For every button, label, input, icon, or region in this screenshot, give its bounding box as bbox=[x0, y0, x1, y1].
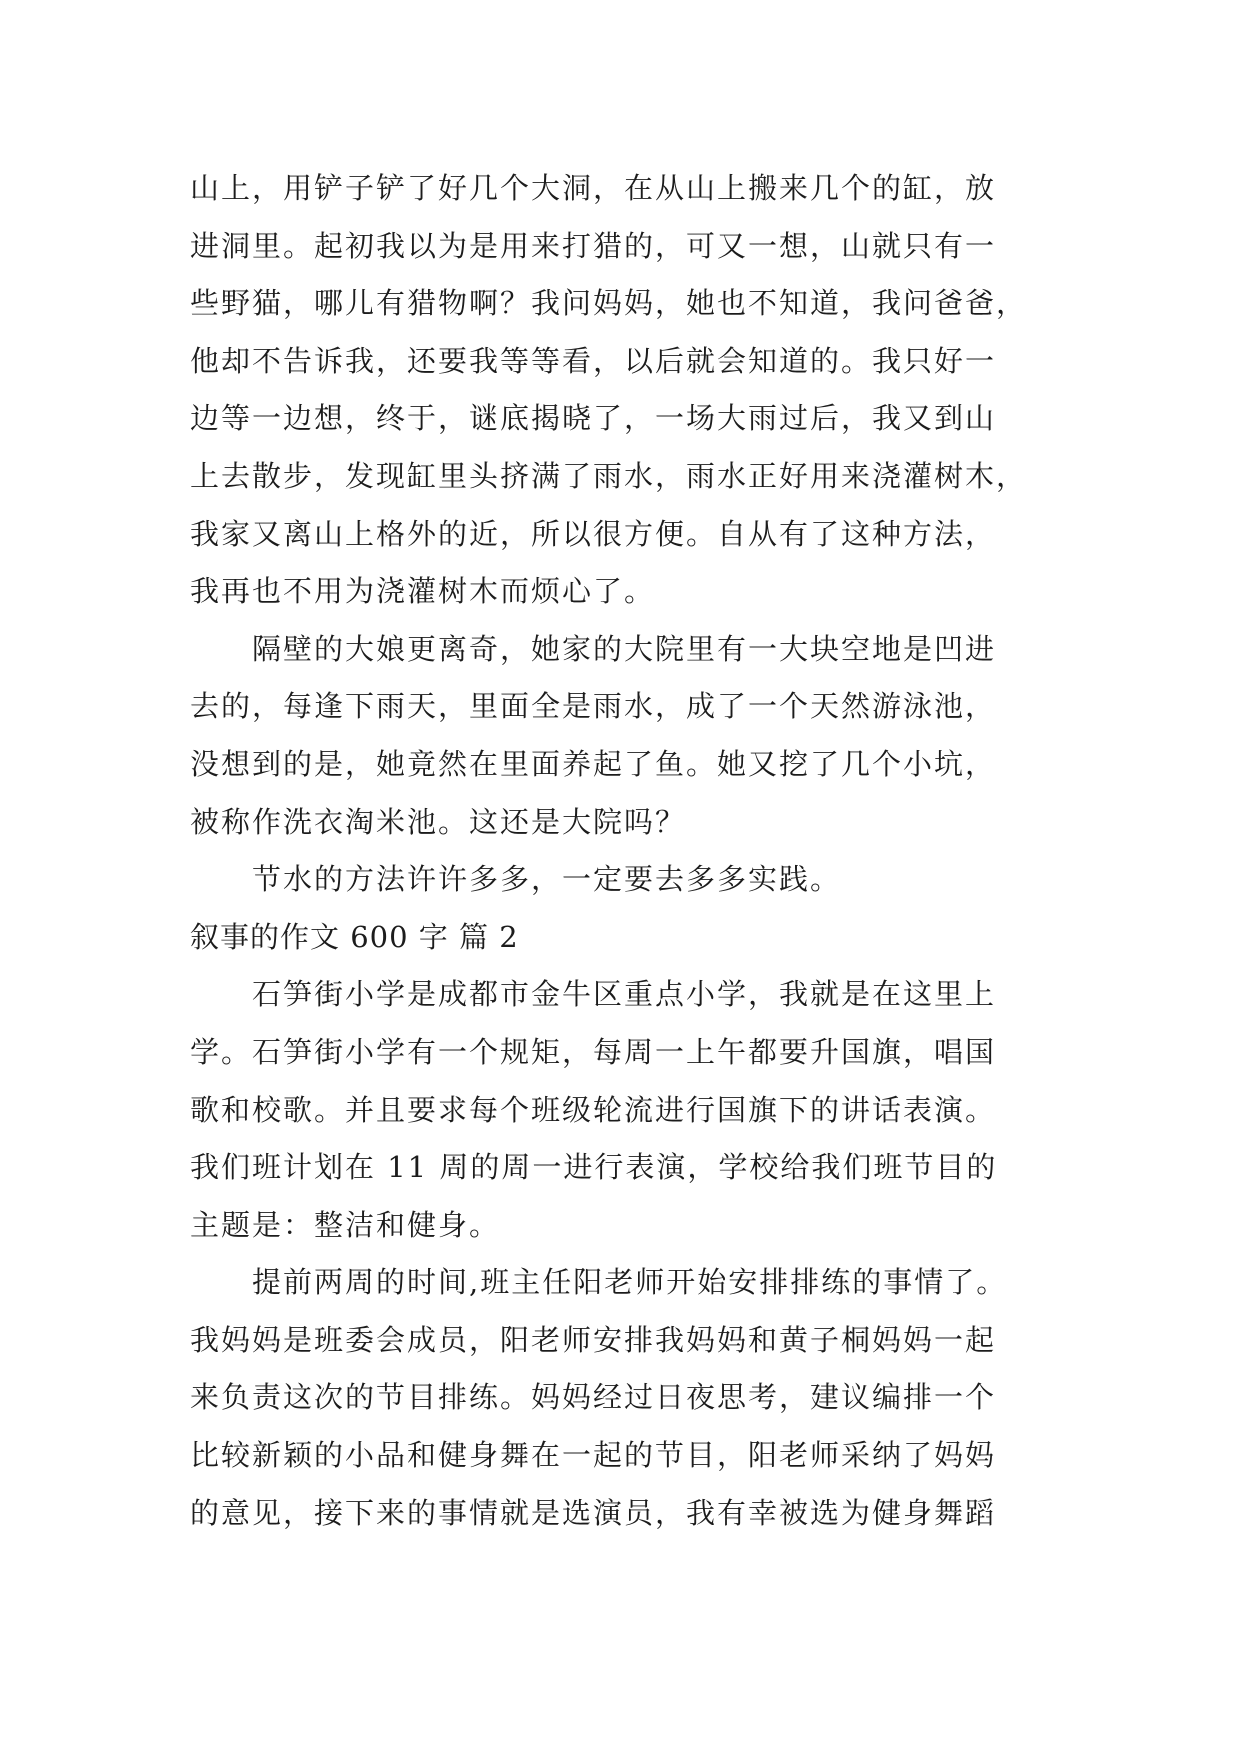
text-line: 我再也不用为浇灌树木而烦心了。 bbox=[190, 574, 656, 609]
document-body bbox=[190, 160, 1070, 1542]
text-line: 歌和校歌。并且要求每个班级轮流进行国旗下的讲话表演。 bbox=[190, 1092, 997, 1127]
text-line: 被称作洗衣淘米池。这还是大院吗？ bbox=[190, 804, 687, 839]
paragraph-start-line: 节水的方法许许多多，一定要去多多实践。 bbox=[252, 862, 842, 897]
paragraph-start-line: 石笋街小学是成都市金牛区重点小学，我就是在这里上 bbox=[252, 977, 997, 1012]
text-line: 边等一边想，终于，谜底揭晓了，一场大雨过后，我又到山 bbox=[190, 401, 997, 436]
text-line: 进洞里。起初我以为是用来打猎的，可又一想，山就只有一 bbox=[190, 228, 997, 263]
text-line: 我家又离山上格外的近，所以很方便。自从有了这种方法， bbox=[190, 516, 997, 551]
text-line: 学。石笋街小学有一个规矩，每周一上午都要升国旗，唱国 bbox=[190, 1034, 997, 1069]
text-line: 些野猫，哪儿有猎物啊？我问妈妈，她也不知道，我问爸爸， bbox=[190, 286, 1028, 321]
text-line: 我妈妈是班委会成员，阳老师安排我妈妈和黄子桐妈妈一起 bbox=[190, 1322, 997, 1357]
text-line: 的意见，接下来的事情就是选演员，我有幸被选为健身舞蹈 bbox=[190, 1495, 997, 1530]
text-line: 没想到的是，她竟然在里面养起了鱼。她又挖了几个小坑， bbox=[190, 746, 997, 781]
text-line: 山上，用铲子铲了好几个大洞，在从山上搬来几个的缸，放 bbox=[190, 171, 997, 205]
paragraph-start-line: 隔壁的大娘更离奇，她家的大院里有一大块空地是凹进 bbox=[252, 631, 997, 666]
text-line: 去的，每逢下雨天，里面全是雨水，成了一个天然游泳池， bbox=[190, 689, 997, 724]
text-line: 来负责这次的节目排练。妈妈经过日夜思考，建议编排一个 bbox=[190, 1380, 997, 1415]
text-line: 主题是：整洁和健身。 bbox=[190, 1207, 501, 1242]
text-line: 上去散步，发现缸里头挤满了雨水，雨水正好用来浇灌树木， bbox=[190, 458, 1028, 493]
text-line: 比较新颖的小品和健身舞在一起的节目，阳老师采纳了妈妈 bbox=[190, 1438, 997, 1473]
section-heading: 叙事的作文 600 字 篇 2 bbox=[190, 919, 519, 954]
paragraph-start-line: 提前两周的时间,班主任阳老师开始安排排练的事情了。 bbox=[252, 1265, 1008, 1300]
text-line: 他却不告诉我，还要我等等看，以后就会知道的。我只好一 bbox=[190, 343, 997, 378]
text-line: 我们班计划在 11 周的周一进行表演，学校给我们班节目的 bbox=[190, 1150, 998, 1185]
